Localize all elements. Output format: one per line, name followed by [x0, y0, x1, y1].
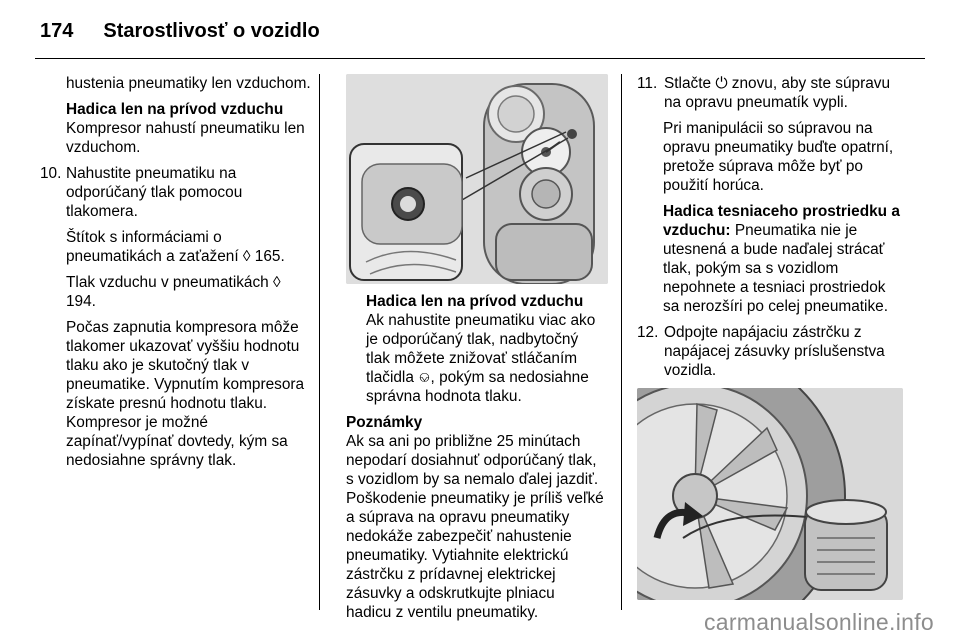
illustration-caption [346, 292, 604, 406]
paragraph-tire-pressure: Tlak vzduchu v pneumatikách ◊ 194. [66, 274, 281, 310]
list-item-number: 12. [637, 324, 659, 341]
release-button-icon: ⎉ [418, 369, 431, 386]
paragraph-compressor: Počas zapnutia kompresora môže tlakomer ukazovať vyššiu hodnotu tlaku ako je skutočný tlak v pneumatike. Vypnutím kompresora získate presnú hodnotu tlaku. Kompresor je možné zapínať/vypínať dovtedy, kým sa nedosiahne správny tlak. [66, 319, 305, 469]
page-title: Starostlivosť o vozidlo [103, 19, 320, 42]
list-item-text: Stlačte ⏻ znovu, aby ste súpravu na opravu pneumatík vypli. [664, 75, 891, 111]
caption-text: Ak nahustite pneumatiku viac ako je odporúčaný tlak, nadbytočný tlak môžete znižovať stláčaním tlačidla [366, 312, 596, 386]
list-item-10 [40, 164, 312, 221]
list-item-11 [637, 74, 905, 112]
air-hose-text: Kompresor nahustí pneumatiku len vzduchom. [66, 120, 305, 156]
page-number: 174 [40, 19, 74, 42]
column-divider-1 [319, 74, 320, 610]
paragraph-sealant-hose [663, 202, 905, 316]
header-rule [35, 58, 925, 59]
note-title: Poznámky [346, 414, 423, 431]
column-divider-2 [621, 74, 622, 610]
list-item-number: 11. [637, 75, 658, 92]
caption-text-end: , pokým sa nedosiahne správna hodnota tlaku. [366, 369, 589, 405]
compressor-gauge-illustration [346, 74, 608, 284]
paragraph-air-hose [66, 100, 312, 157]
column-3 [637, 74, 905, 600]
column-1 [40, 74, 312, 477]
list-item-12 [637, 323, 905, 380]
sealant-hose-heading: Hadica tesniaceho prostriedku a vzduchu: [663, 203, 900, 239]
column-2 [346, 74, 604, 629]
note-text: Ak sa ani po približne 25 minútach nepodarí dosiahnuť odporúčaný tlak, s vozidlom by sa nemalo ďalej jazdiť. Poškodenie pneumatiky je príliš veľké a súprava na opravu pneumatiky nedokáže zabezpečiť nahustenie pneumatiky. Vytiahnite elektrickú zástrčku z prídavnej elektrickej zásuvky a odskrutkujte plniacu hadicu z ventilu pneumatiky. [346, 433, 604, 621]
wheel-compressor-illustration [637, 388, 903, 600]
list-item-number: 10. [40, 165, 62, 182]
paragraph-tire-label: Štítok s informáciami o pneumatikách a zaťažení ◊ 165. [66, 229, 285, 265]
paragraph-intro: hustenia pneumatiky len vzduchom. [66, 75, 311, 92]
caption-heading: Hadica len na prívod vzduchu [366, 293, 584, 310]
paragraph-hot-warning: Pri manipulácii so súpravou na opravu pneumatiky buďte opatrní, pretože súprava môže byť po použití horúca. [663, 120, 894, 194]
page-header [40, 14, 320, 48]
air-hose-heading: Hadica len na prívod vzduchu [66, 101, 284, 118]
list-item-text: Odpojte napájaciu zástrčku z napájacej zásuvky príslušenstva vozidla. [664, 324, 885, 379]
list-item-text: Nahustite pneumatiku na odporúčaný tlak pomocou tlakomera. [66, 165, 243, 220]
sealant-hose-text: Pneumatika nie je utesnená a bude naďalej strácať tlak, pokým sa s vozidlom nepohnete a tesniaci prostriedok sa nerozšíri po celej pneumatike. [663, 222, 888, 315]
watermark: carmanualsonline.info [703, 609, 934, 635]
